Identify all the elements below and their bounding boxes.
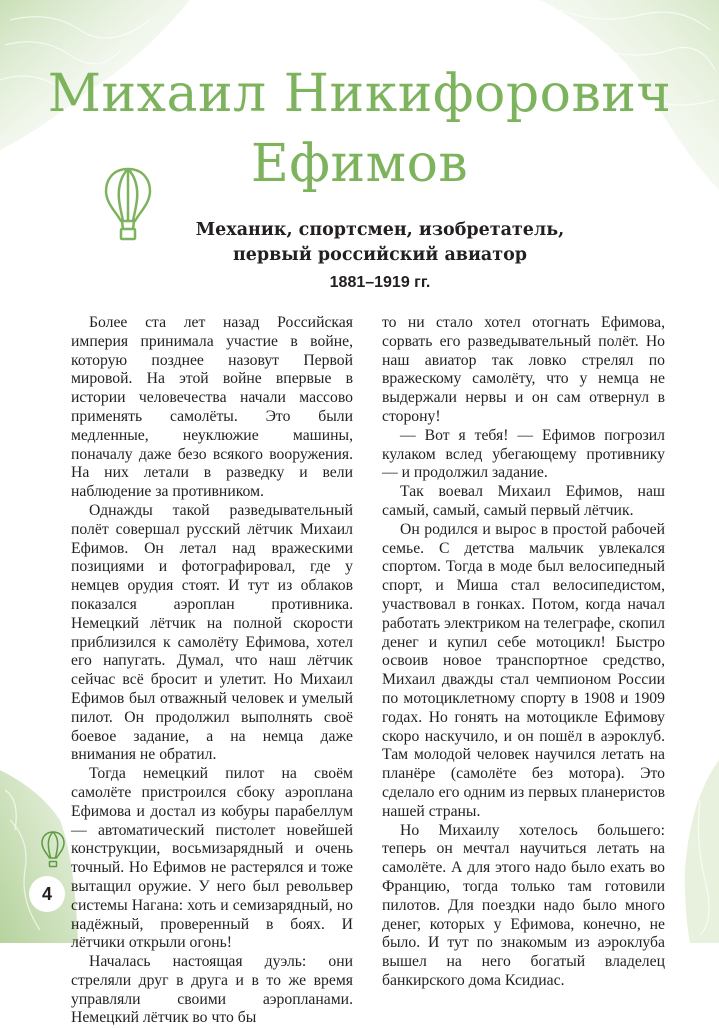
paragraph: Но Михаилу хотелось большего: теперь он мечтал научиться летать на самолёте. А для этого надо было ехать во Францию, тогда только там готовили пилотов. Для поездки надо было много денег, которых у Ефимова, конечно, не было. И тут по знакомым из аэроклуба вышел на него богатый владелец банкирского дома Ксидиас. (382, 821, 665, 989)
subtitle-line-1: Механик, спортсмен, изобретатель, (195, 220, 565, 240)
paragraph: Он родился и вырос в простой рабочей семье. С детства мальчик увлекался спортом. Тогда в моде был велосипедный спорт, и Миша стал велосипедистом, участвовал в гонках. Потом, когда начал работать электриком на телеграфе, скопил денег и купил себе мотоцикл! Быстро освоив новое транспортное средство, Михаил дважды стал чемпионом России по мотоциклетному спорту в 1908 и 1909 годах. Но гонять на мотоцикле Ефимову скоро наскучило, и он пошёл в аэроклуб. Там молодой человек научился летать на планёре (самолёте без мотора). Это сделало его одним из первых планеристов нашей страны. (382, 520, 665, 820)
small-hot-air-balloon-icon (40, 830, 66, 870)
paragraph: Более ста лет назад Российская империя принимала участие в войне, которую позднее назовут Первой мировой. На этой войне впервые в истории человечества начали массово применять самолёты. Это были медленные, неуклюжие машины, поначалу даже безо всякого вооружения. На них летали в разведку и вели наблюдение за противником. (71, 314, 353, 501)
paragraph: — Вот я тебя! — Ефимов погрозил кулаком вслед убегающему противнику — и продолжил задание. (382, 426, 665, 482)
life-years: 1881–1919 гг. (329, 274, 431, 291)
paragraph: то ни стало хотел отогнать Ефимова, сорвать его разведывательный полёт. Но наш авиатор так ловко стрелял по вражескому самолёту, что у немца не выдержали нервы и он сам отвернул в сторону! (382, 314, 665, 425)
paragraph: Так воевал Михаил Ефимов, наш самый, самый, самый первый лётчик. (382, 483, 665, 519)
title-line-2: Ефимов (250, 134, 469, 194)
paragraph: Тогда немецкий пилот на своём самолёте пристроился сбоку аэроплана Ефимова и достал из кобуры парабеллум — автоматический пистолет новейшей конструкции, восьмизарядный и очень точный. Но Ефимов не растерялся и тоже вытащил оружие. У него был револьвер системы Нагана: хоть и семизарядный, но надёжный, проверенный в боях. И лётчики открыли огонь! (71, 765, 353, 952)
hot-air-balloon-icon (103, 165, 153, 245)
subtitle-line-2: первый российский авиатор (232, 245, 528, 265)
paragraph: Началась настоящая дуэль: они стреляли друг в друга и в то же время управляли своими аэропланами. Немецкий лётчик во что бы (71, 953, 353, 1027)
right-column (382, 314, 665, 991)
left-column (71, 314, 353, 1028)
paragraph: Однажды такой разведывательный полёт совершал русский лётчик Михаил Ефимов. Он летал над вражескими позициями и фотографировал, где у немцев орудия стоят. И тут из облаков показался аэроплан противника. Немецкий лётчик на полной скорости приблизился к самолёту Ефимова, хотел его напугать. Думал, что наш лётчик сейчас всё бросит и улетит. Но Михаил Ефимов был отважный человек и умелый пилот. Он продолжил выполнять своё боевое задание, а на немца даже внимания не обратил. (71, 501, 353, 764)
title-line-1: Михаил Никифорович (47, 64, 672, 124)
page-number: 4 (29, 876, 65, 912)
